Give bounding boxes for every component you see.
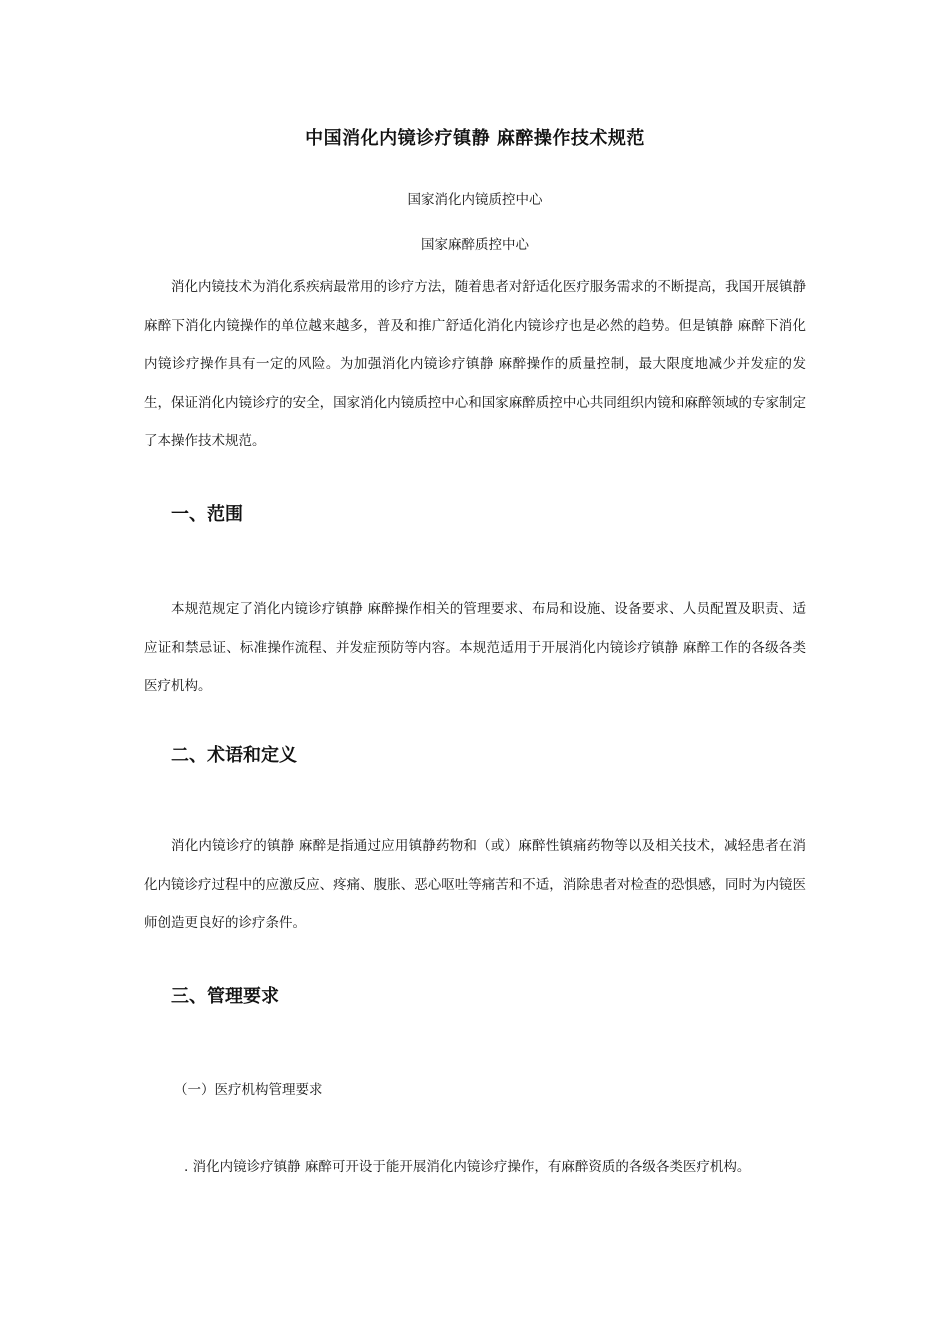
- intro-paragraph: 消化内镜技术为消化系疾病最常用的诊疗方法，随着患者对舒适化医疗服务需求的不断提高，我国开展镇静 麻醉下消化内镜操作的单位越来越多，普及和推广舒适化消化内镜诊疗也是必然的趋势。但是镇静 麻醉下消化内镜诊疗操作具有一定的风险。为加强消化内镜诊疗镇静 麻醉操作的质量控制，最大限度地减少并发症的发生，保证消化内镜诊疗的安全，国家消化内镜质控中心和国家麻醉质控中心共同组织内镜和麻醉领域的专家制定了本操作技术规范。: [144, 279, 806, 449]
- section-heading-management: 三、管理要求: [171, 986, 279, 1007]
- organization-1: 国家消化内镜质控中心: [407, 192, 543, 208]
- section-body-scope: 本规范规定了消化内镜诊疗镇静 麻醉操作相关的管理要求、布局和设施、设备要求、人员配置及职责、适应证和禁忌证、标准操作流程、并发症预防等内容。本规范适用于开展消化内镜诊疗镇静 麻醉工作的各级各类医疗机构。: [144, 601, 806, 694]
- document-title: 中国消化内镜诊疗镇静 麻醉操作技术规范: [305, 128, 645, 149]
- subsection-heading: （一）医疗机构管理要求: [174, 1082, 323, 1098]
- section-heading-terms: 二、术语和定义: [171, 745, 297, 766]
- section-heading-scope: 一、范围: [171, 504, 243, 525]
- list-item: . 消化内镜诊疗镇静 麻醉可开设于能开展消化内镜诊疗操作，有麻醉资质的各级各类医疗机构。: [184, 1159, 751, 1175]
- section-body-terms: 消化内镜诊疗的镇静 麻醉是指通过应用镇静药物和（或）麻醉性镇痛药物等以及相关技术，减轻患者在消化内镜诊疗过程中的应激反应、疼痛、腹胀、恶心呕吐等痛苦和不适，消除患者对检查的恐惧感，同时为内镜医师创造更良好的诊疗条件。: [144, 838, 806, 931]
- organization-2: 国家麻醉质控中心: [421, 237, 529, 253]
